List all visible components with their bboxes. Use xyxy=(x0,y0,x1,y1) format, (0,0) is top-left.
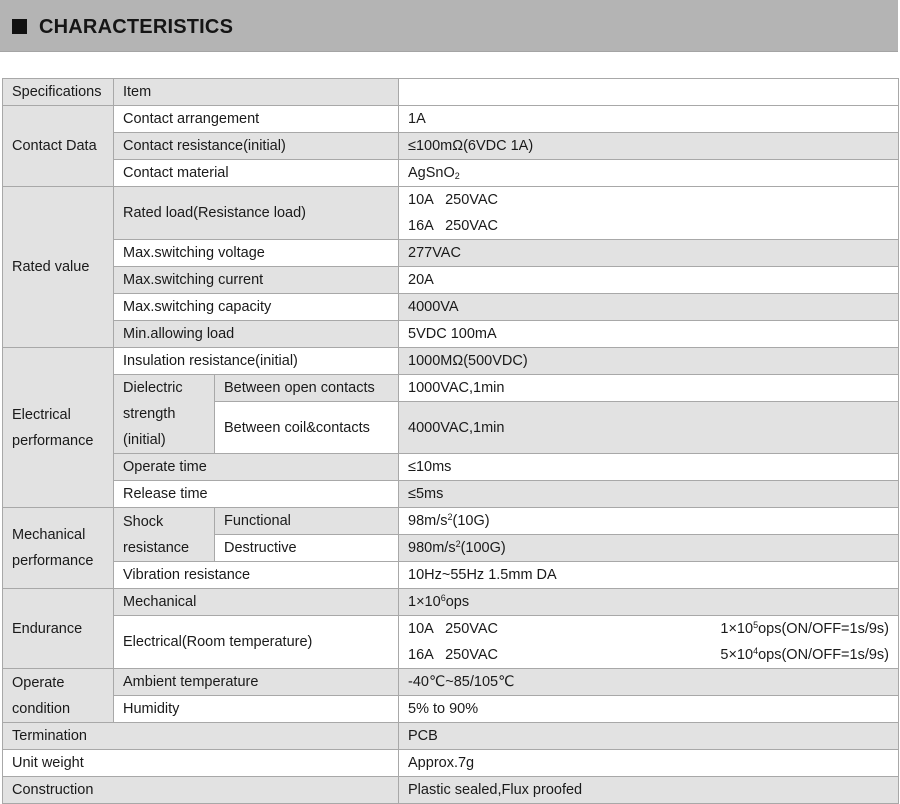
item-label: Max.switching voltage xyxy=(114,240,399,267)
table-header-row xyxy=(3,79,899,106)
table-row xyxy=(3,160,899,187)
table-row xyxy=(3,133,899,160)
value-text: (100G) xyxy=(460,540,506,556)
item-value: 20A xyxy=(399,267,899,294)
item-label: Insulation resistance(initial) xyxy=(114,348,399,375)
load-text: 16A 250VAC xyxy=(408,647,499,663)
square-bullet-icon xyxy=(12,19,27,34)
group-line: Electrical xyxy=(12,406,71,423)
section-header xyxy=(0,0,898,52)
value-line: 16A 250VAC xyxy=(408,218,499,234)
item-label: Mechanical xyxy=(114,589,399,616)
item-label: Construction xyxy=(3,777,399,804)
table-row xyxy=(3,696,899,723)
table-row xyxy=(3,669,899,696)
item-label: Release time xyxy=(114,481,399,508)
header-item: Item xyxy=(114,79,399,106)
item-value: ≤100mΩ(6VDC 1A) xyxy=(399,133,899,160)
sub-item-label: Functional xyxy=(215,508,399,535)
item-value: 1A xyxy=(399,106,899,133)
value-text: 98m/s xyxy=(408,513,448,529)
label-line: Shock xyxy=(123,513,164,530)
group-mechanical-performance xyxy=(3,508,114,589)
item-label: Ambient temperature xyxy=(114,669,399,696)
table-row xyxy=(3,723,899,750)
item-value: Approx.7g xyxy=(399,750,899,777)
table-row xyxy=(3,375,899,402)
ops-suffix: ops(ON/OFF=1s/9s) xyxy=(758,647,890,663)
item-value: -40℃~85/105℃ xyxy=(399,669,899,696)
group-line: condition xyxy=(12,700,71,717)
table-row xyxy=(3,750,899,777)
value-text: ops xyxy=(445,594,470,610)
load-text: 10A 250VAC xyxy=(408,621,499,637)
ops-suffix: ops(ON/OFF=1s/9s) xyxy=(758,621,890,637)
item-label: Min.allowing load xyxy=(114,321,399,348)
item-value: PCB xyxy=(399,723,899,750)
table-row xyxy=(3,267,899,294)
value-superscript: 2 xyxy=(447,512,453,522)
ops-base: 1×10 xyxy=(720,621,754,637)
table-row xyxy=(3,777,899,804)
label-line: (initial) xyxy=(123,432,166,448)
item-value: 4000VAC,1min xyxy=(399,402,899,454)
item-label: Operate time xyxy=(114,454,399,481)
group-line: performance xyxy=(12,553,94,569)
table-row xyxy=(3,321,899,348)
value-line: 10A 250VAC xyxy=(408,192,499,208)
table-row xyxy=(3,187,899,240)
characteristics-table xyxy=(2,78,899,804)
item-value: 277VAC xyxy=(399,240,899,267)
label-line: strength xyxy=(123,406,176,422)
table-row xyxy=(3,454,899,481)
group-line: performance xyxy=(12,432,94,449)
shock-resistance-label xyxy=(114,508,215,562)
table-row xyxy=(3,106,899,133)
item-label: Humidity xyxy=(114,696,399,723)
item-value: 5% to 90% xyxy=(399,696,899,723)
value-text: 980m/s xyxy=(408,540,456,556)
table-row xyxy=(3,240,899,267)
item-value xyxy=(399,616,899,669)
item-value xyxy=(399,535,899,562)
group-contact-data: Contact Data xyxy=(3,106,114,187)
group-endurance: Endurance xyxy=(3,589,114,669)
item-value xyxy=(399,589,899,616)
item-label: Electrical(Room temperature) xyxy=(114,616,399,669)
ops-text xyxy=(720,616,889,642)
value-line xyxy=(408,642,889,668)
item-label: Unit weight xyxy=(3,750,399,777)
item-value: 4000VA xyxy=(399,294,899,321)
label-line: resistance xyxy=(123,539,190,556)
table-row xyxy=(3,589,899,616)
ops-superscript: 5 xyxy=(753,620,759,630)
item-label: Contact resistance(initial) xyxy=(114,133,399,160)
item-value: ≤5ms xyxy=(399,481,899,508)
group-operate-condition xyxy=(3,669,114,723)
item-label: Rated load(Resistance load) xyxy=(114,187,399,240)
item-value: 5VDC 100mA xyxy=(399,321,899,348)
item-label: Vibration resistance xyxy=(114,562,399,589)
ops-superscript: 4 xyxy=(753,646,759,656)
item-label: Contact arrangement xyxy=(114,106,399,133)
dielectric-strength-label xyxy=(114,375,215,454)
value-superscript: 2 xyxy=(455,539,461,549)
table-row xyxy=(3,616,899,669)
sub-item-label: Between open contacts xyxy=(215,375,399,402)
item-label: Termination xyxy=(3,723,399,750)
ops-base: 5×10 xyxy=(720,647,754,663)
value-line xyxy=(408,616,889,642)
item-label: Max.switching current xyxy=(114,267,399,294)
item-value: Plastic sealed,Flux proofed xyxy=(399,777,899,804)
section-title: CHARACTERISTICS xyxy=(39,16,234,38)
item-value xyxy=(399,160,899,187)
item-value: 10Hz~55Hz 1.5mm DA xyxy=(399,562,899,589)
item-label: Contact material xyxy=(114,160,399,187)
table-row xyxy=(3,481,899,508)
table-row xyxy=(3,294,899,321)
sub-item-label: Destructive xyxy=(215,535,399,562)
group-line: Mechanical xyxy=(12,527,86,543)
value-text: AgSnO xyxy=(408,165,455,181)
group-line: Operate xyxy=(12,674,65,691)
table-row xyxy=(3,562,899,589)
item-value: 1000MΩ(500VDC) xyxy=(399,348,899,375)
value-text: (10G) xyxy=(452,513,490,529)
value-superscript: 6 xyxy=(440,593,446,603)
table-row xyxy=(3,348,899,375)
group-electrical-performance xyxy=(3,348,114,508)
item-value xyxy=(399,187,899,240)
sub-item-label: Between coil&contacts xyxy=(215,402,399,454)
value-subscript: 2 xyxy=(454,171,460,181)
table-row xyxy=(3,508,899,535)
item-value: 1000VAC,1min xyxy=(399,375,899,402)
value-text: 1×10 xyxy=(408,594,441,610)
item-label: Max.switching capacity xyxy=(114,294,399,321)
item-value xyxy=(399,508,899,535)
item-value: ≤10ms xyxy=(399,454,899,481)
ops-text xyxy=(720,642,889,668)
group-rated-value: Rated value xyxy=(3,187,114,348)
header-value xyxy=(399,79,899,106)
label-line: Dielectric xyxy=(123,380,183,396)
header-specifications: Specifications xyxy=(3,79,114,106)
